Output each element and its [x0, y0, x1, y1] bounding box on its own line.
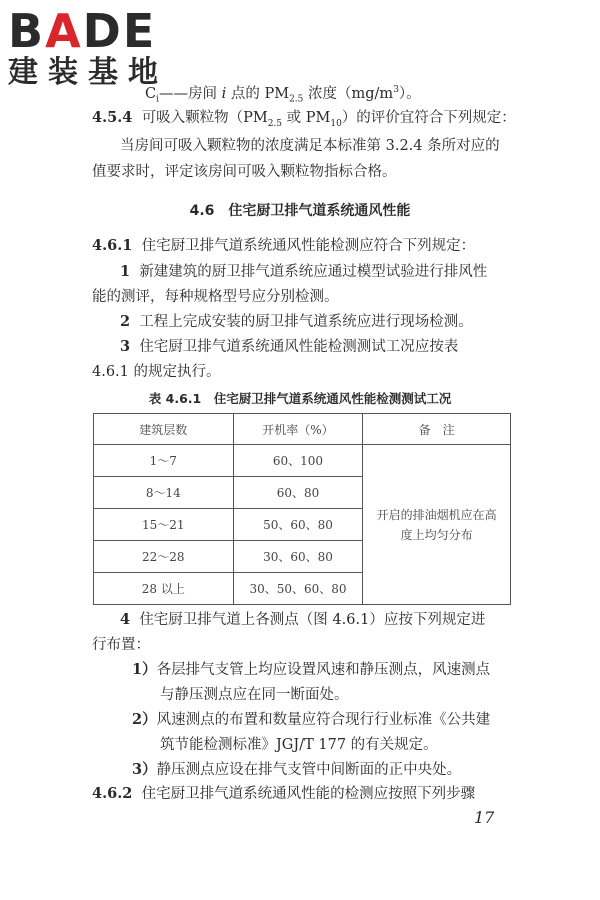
- sub-item-2: 2）风速测点的布置和数量应符合现行行业标准《公共建: [132, 711, 491, 728]
- cell-floors: 8～14: [94, 477, 234, 509]
- cell-floors: 22～28: [94, 541, 234, 573]
- cell-floors: 28 以上: [94, 573, 234, 605]
- cell-rate: 60、100: [233, 445, 363, 477]
- table-row: [94, 445, 511, 477]
- logo-wordmark: BADE: [8, 4, 157, 58]
- page-number: 17: [474, 808, 495, 827]
- cell-rate: 60、80: [233, 477, 363, 509]
- list-item-4-cont: 行布置：: [92, 637, 150, 653]
- sub-item-2-cont: 筑节能检测标准》JGJ/T 177 的有关规定。: [160, 737, 438, 753]
- cell-note: 开启的排油烟机应在高 度上均匀分布: [363, 445, 511, 605]
- header-note: 备 注: [363, 414, 511, 445]
- paragraph-line: 值要求时，评定该房间可吸入颗粒物指标合格。: [92, 164, 397, 180]
- list-item-2: 2 工程上完成安装的厨卫排气道系统应进行现场检测。: [120, 313, 473, 330]
- table-caption: 表 4.6.1 住宅厨卫排气道系统通风性能检测测试工况: [148, 391, 452, 406]
- paragraph-line: 当房间可吸入颗粒物的浓度满足本标准第 3.2.4 条所对应的: [120, 138, 500, 154]
- section-heading: 4.6 住宅厨卫排气道系统通风性能: [189, 203, 411, 219]
- test-condition-table: [93, 413, 511, 605]
- brand-logo: [8, 6, 183, 90]
- formula-definition-line: $C_i——$房间 i 点的 $PM_{2.5}$ 浓度$(mg/m^3)$。: [145, 85, 421, 105]
- list-item-4: 4 住宅厨卫排气道上各测点（图 4.6.1）应按下列规定进: [120, 611, 486, 628]
- clause-number: 4.6.2: [92, 785, 133, 802]
- table-header-row: [94, 414, 511, 445]
- cell-rate: 30、50、60、80: [233, 573, 363, 605]
- cell-floors: 15～21: [94, 509, 234, 541]
- sub-item-1-cont: 与静压测点应在同一断面处。: [160, 687, 349, 703]
- list-item-3: 3 住宅厨卫排气道系统通风性能检测测试工况应按表: [120, 338, 459, 355]
- cell-rate: 30、60、80: [233, 541, 363, 573]
- clause-number: 4.6.1: [92, 237, 133, 254]
- list-item-1: 1 新建建筑的厨卫排气道系统应通过模型试验进行排风性: [120, 263, 488, 280]
- logo-tagline: 建装基地: [8, 55, 168, 90]
- clause-4-6-2: 4.6.2 住宅厨卫排气道系统通风性能的检测应按照下列步骤: [92, 785, 476, 802]
- clause-4-5-4: 4.5.4 可吸入颗粒物（$PM_{2.5}$ 或 $PM_{10}$）的评价宜符合下列规定：: [92, 109, 516, 129]
- header-floors: 建筑层数: [94, 414, 234, 445]
- cell-rate: 50、60、80: [233, 509, 363, 541]
- cell-floors: 1～7: [94, 445, 234, 477]
- list-item-3-cont: 4.6.1 的规定执行。: [92, 364, 221, 380]
- sub-item-3: 3）静压测点应设在排气支管中间断面的正中央处。: [132, 761, 462, 778]
- sub-item-1: 1）各层排气支管上均应设置风速和静压测点，风速测点: [132, 661, 491, 678]
- list-item-1-cont: 能的测评，每种规格型号应分别检测。: [92, 289, 339, 305]
- clause-4-6-1: 4.6.1 住宅厨卫排气道系统通风性能检测应符合下列规定：: [92, 237, 476, 254]
- header-rate: 开机率（%）: [233, 414, 363, 445]
- clause-number: 4.5.4: [92, 109, 133, 126]
